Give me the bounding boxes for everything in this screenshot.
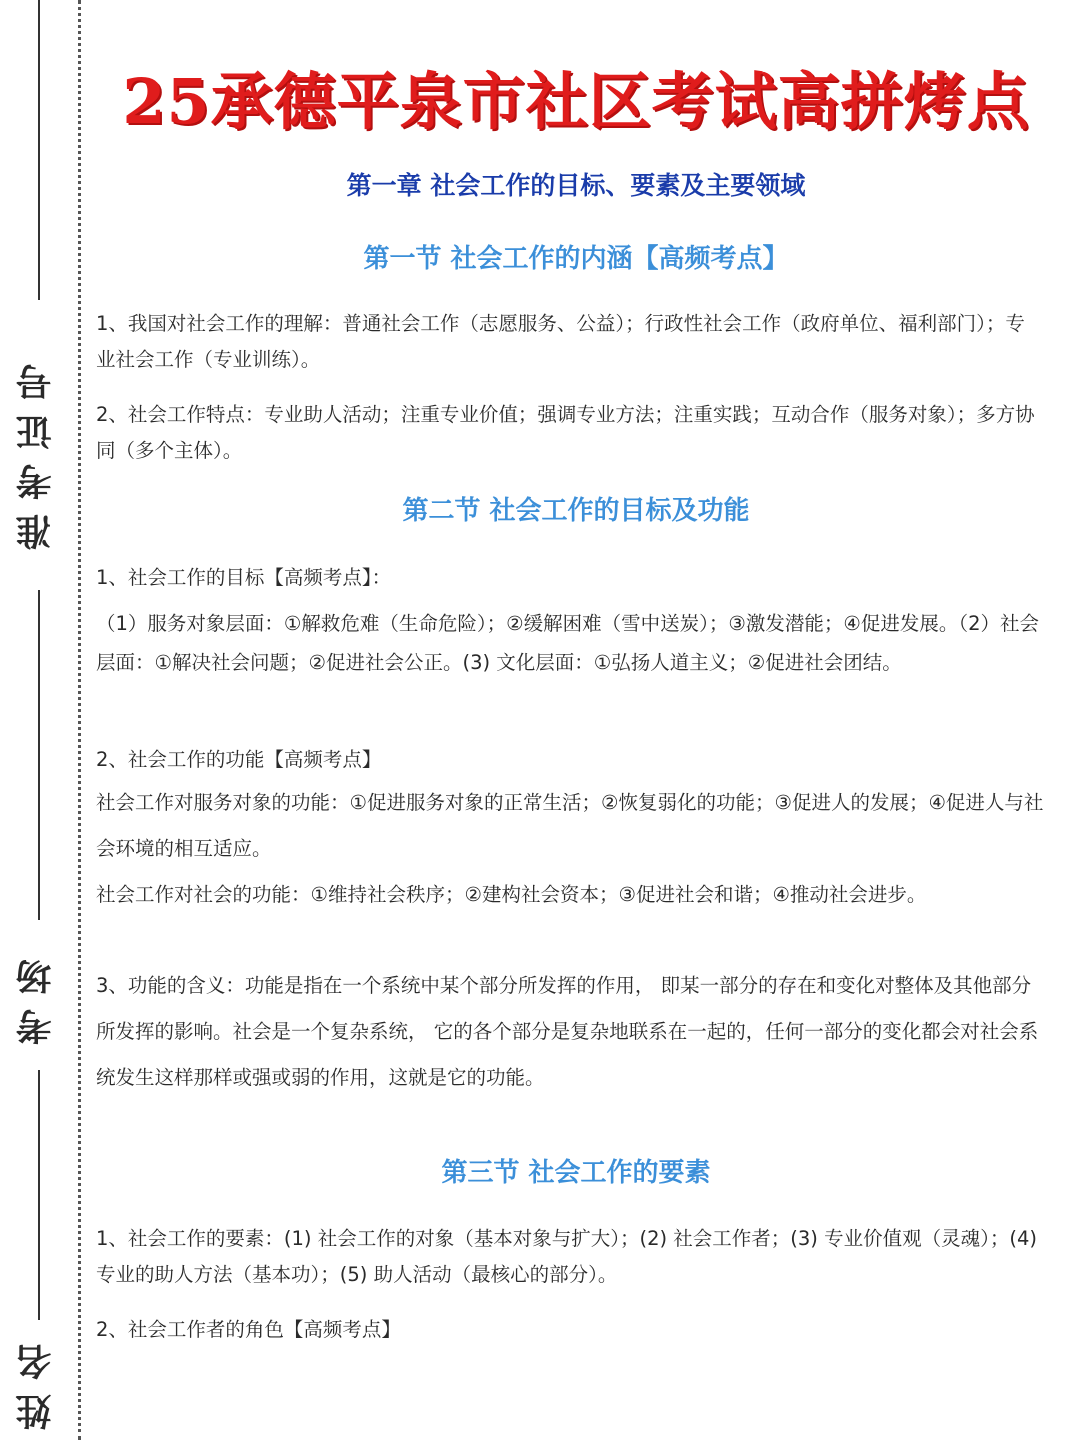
section3-heading: 第三节 社会工作的要素 bbox=[441, 1158, 711, 1188]
section2-goal-body: （1）服务对象层面：①解救危难（生命危险）；②缓解困难（雪中送炭）；③激发潜能；④促进发展。（2）社会层面：①解决社会问题；②促进社会公正。(3) 文化层面：①弘扬人道主义；②促进社会团结。 bbox=[96, 612, 1039, 674]
section1-paragraph-1: 1、我国对社会工作的理解：普通社会工作（志愿服务、公益）；行政性社会工作（政府单位、福利部门）；专业社会工作（专业训练）。 bbox=[96, 312, 1025, 371]
margin-rule bbox=[38, 1070, 40, 1320]
section2-function-title: 2、社会工作的功能【高频考点】 bbox=[96, 748, 382, 771]
margin-rule bbox=[38, 590, 40, 920]
margin-rule bbox=[38, 0, 40, 300]
section2-heading: 第二节 社会工作的目标及功能 bbox=[402, 496, 750, 526]
section3-paragraph-1: 1、社会工作的要素：(1) 社会工作的对象（基本对象与扩大）；(2) 社会工作者；(3) 专业价值观（灵魂）；(4) 专业的助人方法（基本功）；(5) 助人活动（最核心的部分）。 bbox=[96, 1227, 1037, 1286]
section2-function-client: 社会工作对服务对象的功能：①促进服务对象的正常生活；②恢复弱化的功能；③促进人的发展；④促进人与社会环境的相互适应。 bbox=[96, 791, 1044, 860]
binding-margin bbox=[0, 0, 82, 1440]
section3-paragraph-2: 2、社会工作者的角色【高频考点】 bbox=[96, 1318, 401, 1341]
exam-room-label: 考场 bbox=[15, 945, 57, 1045]
section1-heading: 第一节 社会工作的内涵【高频考点】 bbox=[363, 244, 789, 274]
name-label: 姓名 bbox=[15, 1330, 57, 1430]
section1-paragraph-2: 2、社会工作特点：专业助人活动；注重专业价值；强调专业方法；注重实践；互动合作（服务对象）；多方协同（多个主体）。 bbox=[96, 403, 1035, 462]
section2-goal-title: 1、社会工作的目标【高频考点】： bbox=[96, 566, 392, 589]
section2-function-meaning: 3、功能的含义：功能是指在一个系统中某个部分所发挥的作用， 即某一部分的存在和变化对整体及其他部分所发挥的影响。社会是一个复杂系统， 它的各个部分是复杂地联系在一起的，任何一部分的变化都会对社会系统发生这样那样或强或弱的作用，这就是它的功能。 bbox=[96, 974, 1039, 1089]
section2-function-society: 社会工作对社会的功能：①维持社会秩序；②建构社会资本；③促进社会和谐；④推动社会进步。 bbox=[96, 883, 927, 906]
page-title: 25承德平泉市社区考试高拼烤点 bbox=[122, 65, 1030, 138]
dotted-cut-line bbox=[78, 0, 81, 1440]
exam-id-label: 准考证号 bbox=[15, 350, 57, 550]
chapter-heading: 第一章 社会工作的目标、要素及主要领域 bbox=[346, 171, 806, 200]
